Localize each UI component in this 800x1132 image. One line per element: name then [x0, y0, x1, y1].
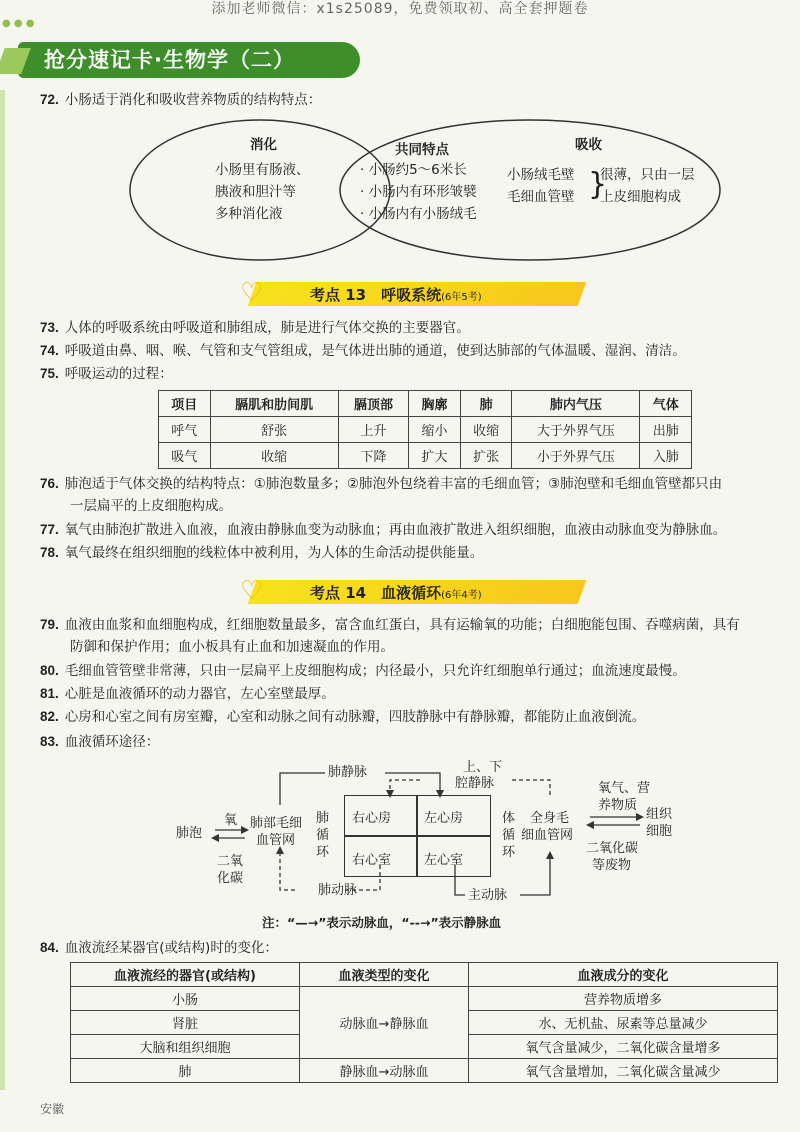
heart-divider-h	[345, 835, 490, 837]
item-75	[40, 364, 173, 384]
banner-text	[310, 582, 482, 603]
table-header-row	[159, 391, 692, 417]
aorta-line	[520, 855, 550, 895]
systemic-circ-3: 环	[502, 845, 516, 860]
table-header: 肺内气压	[512, 391, 640, 417]
nutrients-1: 氧气、营	[598, 781, 651, 796]
table-cell: 舒张	[210, 417, 338, 443]
brace-icon: }	[588, 167, 608, 202]
arrowhead	[546, 851, 554, 859]
table-cell: 氧气含量减少，二氧化碳含量增多	[469, 1035, 778, 1059]
item-number: 78.	[40, 545, 59, 560]
item-80	[40, 661, 686, 681]
footer-region: 安徽	[40, 1102, 65, 1116]
item-text: 血液流经某器官(或结构)时的变化：	[64, 940, 278, 956]
item-number: 79.	[40, 617, 59, 632]
pulmonary-artery-line	[280, 850, 295, 890]
table-cell: 肾脏	[71, 1011, 300, 1035]
venn-mid-title: 共同特点	[395, 142, 449, 158]
section-banner-14	[240, 578, 590, 606]
table-cell: 动脉血→静脉血	[300, 987, 469, 1059]
venn-right-right: 上皮细胞构成	[600, 189, 681, 205]
table-header: 膈肌和肋间肌	[210, 391, 338, 417]
table-cell: 入肺	[640, 443, 692, 469]
item-text: 氧气由肺泡扩散进入血液，血液由静脉血变为动脉血；再由血液扩散进入组织细胞，血液由动脉血变为静脉血。	[64, 522, 727, 538]
table-cell: 上升	[338, 417, 409, 443]
right-atrium: 右心房	[352, 811, 392, 826]
pulmonary-circ-2: 循	[316, 828, 330, 843]
arrowhead	[636, 813, 644, 821]
table-cell: 小于外界气压	[512, 443, 640, 469]
systemic-circ-2: 循	[502, 828, 516, 843]
section-banner-13	[240, 280, 590, 308]
breathing-table	[158, 390, 692, 469]
pulmonary-circ-3: 环	[316, 845, 330, 860]
heart-icon: ♡	[240, 576, 264, 606]
item-83	[40, 732, 159, 752]
venn-left-line: 小肠里有肠液、	[215, 162, 310, 178]
table-cell: 呼气	[159, 417, 211, 443]
item-84	[40, 938, 278, 958]
item-number: 73.	[40, 320, 59, 335]
banner-label: 考点 14 血液循环	[310, 584, 442, 602]
vena-cava-line	[510, 780, 550, 795]
lung-alveoli: 肺泡	[176, 826, 203, 841]
tissue-cell-1: 组织	[646, 807, 673, 822]
banner-label: 考点 13 呼吸系统	[310, 286, 442, 304]
co2-label-2: 化碳	[217, 871, 244, 886]
table-cell: 小肠	[71, 987, 300, 1011]
table-cell: 缩小	[409, 417, 461, 443]
organ-table	[70, 962, 778, 1083]
oxygen-label: 氧	[224, 813, 238, 828]
aorta: 主动脉	[468, 888, 508, 903]
vena-cava-line	[390, 780, 420, 793]
venn-left-line: 胰液和胆汁等	[215, 184, 296, 200]
table-cell: 收缩	[460, 417, 512, 443]
venn-mid-line: · 小肠约5～6米长	[360, 162, 467, 178]
venn-right-title: 吸收	[575, 137, 602, 153]
table-cell: 营养物质增多	[469, 987, 778, 1011]
table-header: 气体	[640, 391, 692, 417]
item-81	[40, 684, 335, 704]
venn-right-left: 毛细血管壁	[507, 189, 575, 205]
item-number: 82.	[40, 709, 59, 724]
heart-icon: ♡	[240, 278, 264, 308]
pulmonary-artery: 肺动脉	[318, 883, 358, 898]
lung-capillary-1: 肺部毛细	[250, 816, 303, 831]
item-79-cont: 防御和保护作用；血小板具有止血和加速凝血的作用。	[70, 639, 394, 655]
table-row	[159, 443, 692, 469]
left-atrium: 左心房	[424, 811, 464, 826]
left-ventricle: 左心室	[424, 853, 464, 868]
item-77	[40, 520, 726, 540]
table-cell: 大于外界气压	[512, 417, 640, 443]
item-number: 83.	[40, 734, 59, 749]
table-cell: 大脑和组织细胞	[71, 1035, 300, 1059]
vena-cava-1: 上、下	[463, 760, 503, 775]
item-72	[40, 90, 321, 110]
right-ventricle: 右心室	[352, 853, 392, 868]
vena-cava-2: 腔静脉	[455, 776, 495, 791]
table-cell: 氧气含量增加，二氧化碳含量减少	[469, 1059, 778, 1083]
item-number: 76.	[40, 476, 59, 491]
arrowhead	[586, 821, 594, 829]
item-text: 氧气最终在组织细胞的线粒体中被利用，为人体的生命活动提供能量。	[64, 545, 484, 561]
item-number: 81.	[40, 686, 59, 701]
item-text: 血液循环途径：	[64, 734, 160, 750]
venn-mid-line: · 小肠内有环形皱襞	[360, 184, 477, 200]
table-row	[71, 1059, 778, 1083]
arrowhead	[241, 826, 249, 834]
table-header-row	[71, 963, 778, 987]
table-cell: 扩大	[409, 443, 461, 469]
venn-left-title: 消化	[250, 137, 277, 153]
item-number: 72.	[40, 92, 59, 107]
item-76-cont: 一层扁平的上皮细胞构成。	[70, 498, 232, 514]
table-cell: 静脉血→动脉血	[300, 1059, 469, 1083]
item-82	[40, 707, 645, 727]
arrowhead	[211, 834, 219, 842]
page-title: 抢分速记卡·生物学（二）	[44, 48, 295, 72]
venn-left-line: 多种消化液	[215, 206, 283, 222]
item-74	[40, 341, 686, 361]
item-text: 血液由血浆和血细胞构成，红细胞数量最多，富含血红蛋白，具有运输氧的功能；白细胞能包围、吞噬病菌，具有	[64, 617, 740, 633]
venn-right-right: 很薄，只由一层	[600, 167, 695, 183]
decor-dots: ● ● ●	[2, 18, 35, 29]
diagram-note: 注：“—→”表示动脉血，“--→”表示静脉血	[262, 915, 502, 930]
table-header: 膈顶部	[338, 391, 409, 417]
item-text: 毛细血管管壁非常薄，只由一层扁平上皮细胞构成；内径最小，只允许红细胞单行通过；血流速度最慢。	[64, 663, 686, 679]
pulmonary-circ-1: 肺	[316, 811, 330, 826]
tissue-cell-2: 细胞	[646, 824, 673, 839]
watermark: 添加老师微信：x1s25089，免费领取初、高全套押题卷	[211, 1, 589, 17]
item-number: 75.	[40, 366, 59, 381]
item-text: 心脏是血液循环的动力器官，左心室壁最厚。	[64, 686, 335, 702]
table-cell: 肺	[71, 1059, 300, 1083]
table-header: 胸廓	[409, 391, 461, 417]
pulmonary-vein: 肺静脉	[328, 765, 368, 780]
table-header: 血液流经的器官(或结构)	[71, 963, 300, 987]
item-73	[40, 318, 470, 338]
item-number: 84.	[40, 940, 59, 955]
banner-text	[310, 284, 482, 305]
item-text: 心房和心室之间有房室瓣，心室和动脉之间有动脉瓣，四肢静脉中有静脉瓣，都能防止血液倒流。	[64, 709, 646, 725]
item-text: 小肠适于消化和吸收营养物质的结构特点：	[64, 92, 322, 108]
table-cell: 吸气	[159, 443, 211, 469]
item-number: 77.	[40, 522, 59, 537]
body-capillary-1: 全身毛	[530, 811, 570, 826]
systemic-circ-1: 体	[502, 811, 516, 826]
table-header: 血液成分的变化	[469, 963, 778, 987]
table-header: 肺	[460, 391, 512, 417]
item-78	[40, 543, 483, 563]
item-number: 74.	[40, 343, 59, 358]
item-text: 人体的呼吸系统由呼吸道和肺组成，肺是进行气体交换的主要器官。	[64, 320, 470, 336]
table-cell: 下降	[338, 443, 409, 469]
body-capillary-2: 细血管网	[521, 828, 574, 843]
nutrients-2: 养物质	[598, 798, 638, 813]
wastes-2: 等废物	[592, 858, 632, 873]
co2-label-1: 二氧	[217, 854, 244, 869]
banner-note: (6年5考)	[441, 292, 482, 303]
table-row	[159, 417, 692, 443]
pulmonary-vein-line	[280, 773, 325, 805]
venn-right-left: 小肠绒毛壁	[507, 167, 575, 183]
table-cell: 水、无机盐、尿素等总量减少	[469, 1011, 778, 1035]
table-header: 项目	[159, 391, 211, 417]
item-79	[40, 615, 740, 635]
table-cell: 扩张	[460, 443, 512, 469]
wastes-1: 二氧化碳	[586, 841, 639, 856]
banner-note: (6年4考)	[441, 590, 482, 601]
venn-mid-line: · 小肠内有小肠绒毛	[360, 206, 477, 222]
item-text: 呼吸道由鼻、咽、喉、气管和支气管组成，是气体进出肺的通道，使到达肺部的气体温暖、湿润、清洁。	[64, 343, 686, 359]
item-76	[40, 474, 722, 494]
table-row	[71, 987, 778, 1011]
table-header: 血液类型的变化	[300, 963, 469, 987]
table-cell: 出肺	[640, 417, 692, 443]
item-text: 肺泡适于气体交换的结构特点：①肺泡数量多；②肺泡外包绕着丰富的毛细血管；③肺泡壁和毛细血管壁都只由	[64, 476, 723, 492]
item-number: 80.	[40, 663, 59, 678]
lung-capillary-2: 血管网	[256, 833, 296, 848]
item-text: 呼吸运动的过程：	[64, 366, 173, 382]
table-cell: 收缩	[210, 443, 338, 469]
